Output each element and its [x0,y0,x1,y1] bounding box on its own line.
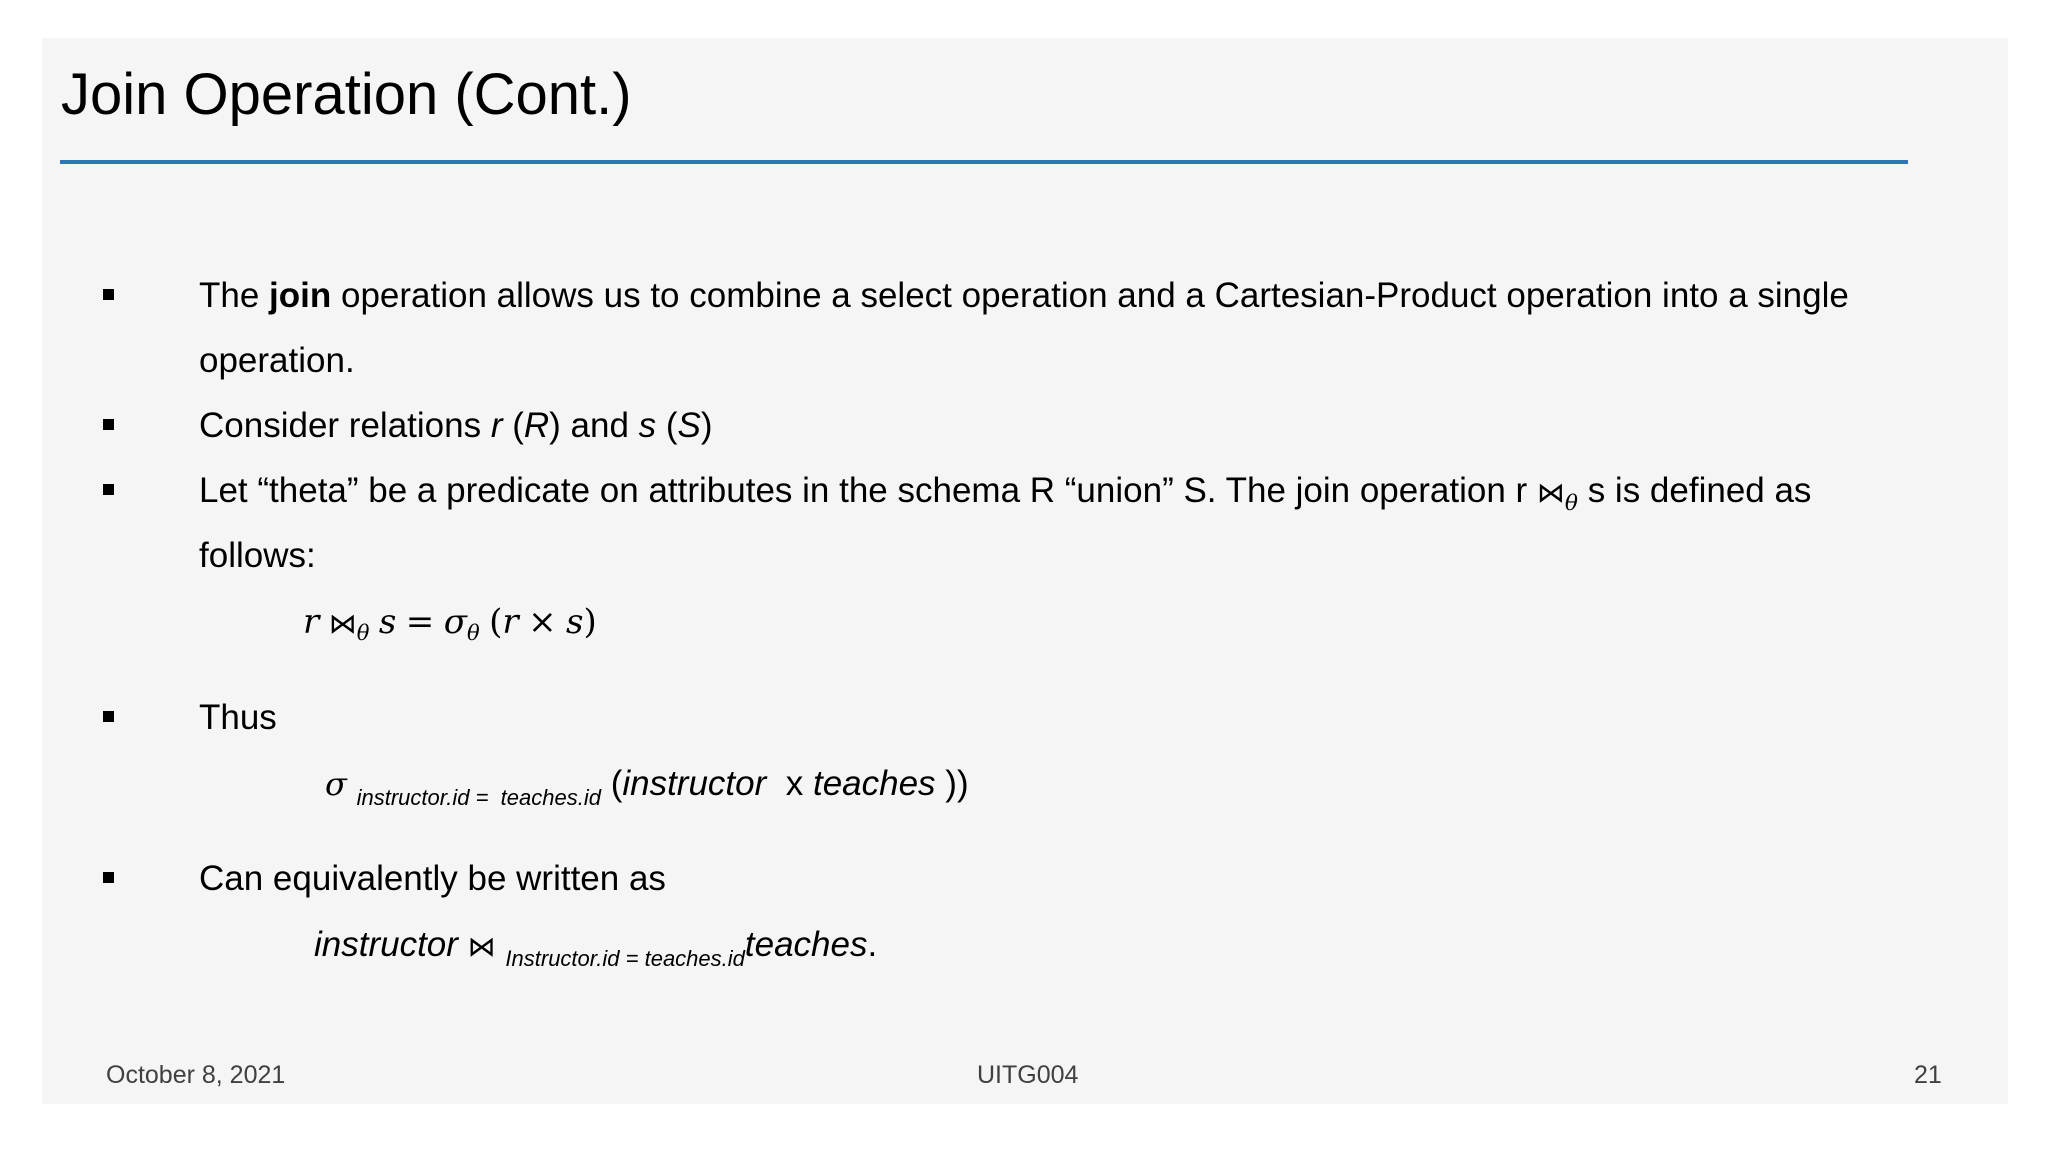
bullet-3-continuation: follows: [199,536,316,575]
equals-sign: = [405,602,435,642]
join-symbol: ⋈ [1536,476,1565,509]
theta-join-formula [314,925,878,971]
relation-r: r [490,406,503,445]
bullet-2-text [199,408,713,443]
text-run: Let “theta” be a predicate on attributes in the schema R “union” S. The join operation r [199,471,1537,510]
bullet-1-text [199,278,1849,313]
bullet-4-text: Thus [199,698,277,737]
relation-teaches: teaches [744,925,868,964]
text-run: Consider relations [199,406,491,445]
text-run: ) [700,406,713,445]
sigma-symbol: σ [443,602,467,642]
bold-term: join [269,276,332,315]
bullet-5-text: Can equivalently be written as [199,859,666,898]
join-symbol: ⋈ [467,930,496,963]
formula-r: r [502,602,519,642]
slide-title: Join Operation (Cont.) [61,62,632,127]
schema-R: R [523,406,550,445]
schema-S: S [677,406,701,445]
relation-instructor: instructor [314,925,458,964]
join-predicate: Instructor.id = teaches.id [505,946,745,971]
text-run: operation allows us to combine a select operation and a Cartesian-Product operation into a single [331,276,1849,315]
text-run: The [199,276,270,315]
text-run: s is defined as [1577,471,1812,510]
bullet-marker [103,484,114,495]
footer-course: UITG004 [977,1061,1079,1089]
right-paren: )) [945,764,969,803]
join-definition-formula [303,602,597,646]
bullet-marker [103,289,114,300]
theta-subscript: θ [356,620,370,646]
left-paren: ( [610,764,623,803]
formula-s: s [378,602,397,642]
times-symbol: × [528,602,557,642]
bullet-3-text [199,471,1812,516]
theta-subscript: θ [1564,490,1578,516]
footer-date: October 8, 2021 [106,1061,286,1089]
relation-teaches: teaches [812,764,936,803]
selection-predicate: instructor.id = teaches.id [356,785,601,810]
selection-formula [325,764,969,810]
relation-instructor: instructor [622,764,767,803]
relation-s: s [638,406,657,445]
join-symbol: ⋈ [328,607,357,640]
formula-s: s [566,602,584,642]
text-run: ( [502,406,524,445]
sigma-symbol: σ [325,765,347,803]
theta-subscript: θ [466,620,480,646]
formula-r: r [303,602,320,642]
bullet-marker [103,711,114,722]
text-run: ) and [549,406,639,445]
page-number: 21 [1914,1061,1942,1089]
cross-product: x [785,764,804,803]
title-rule [60,160,1908,164]
right-paren: ) [583,602,597,642]
text-run: ( [656,406,678,445]
bullet-marker [103,419,114,430]
bullet-marker [103,872,114,883]
bullet-1-continuation: operation. [199,341,355,380]
left-paren: ( [489,602,503,642]
period: . [867,925,878,964]
